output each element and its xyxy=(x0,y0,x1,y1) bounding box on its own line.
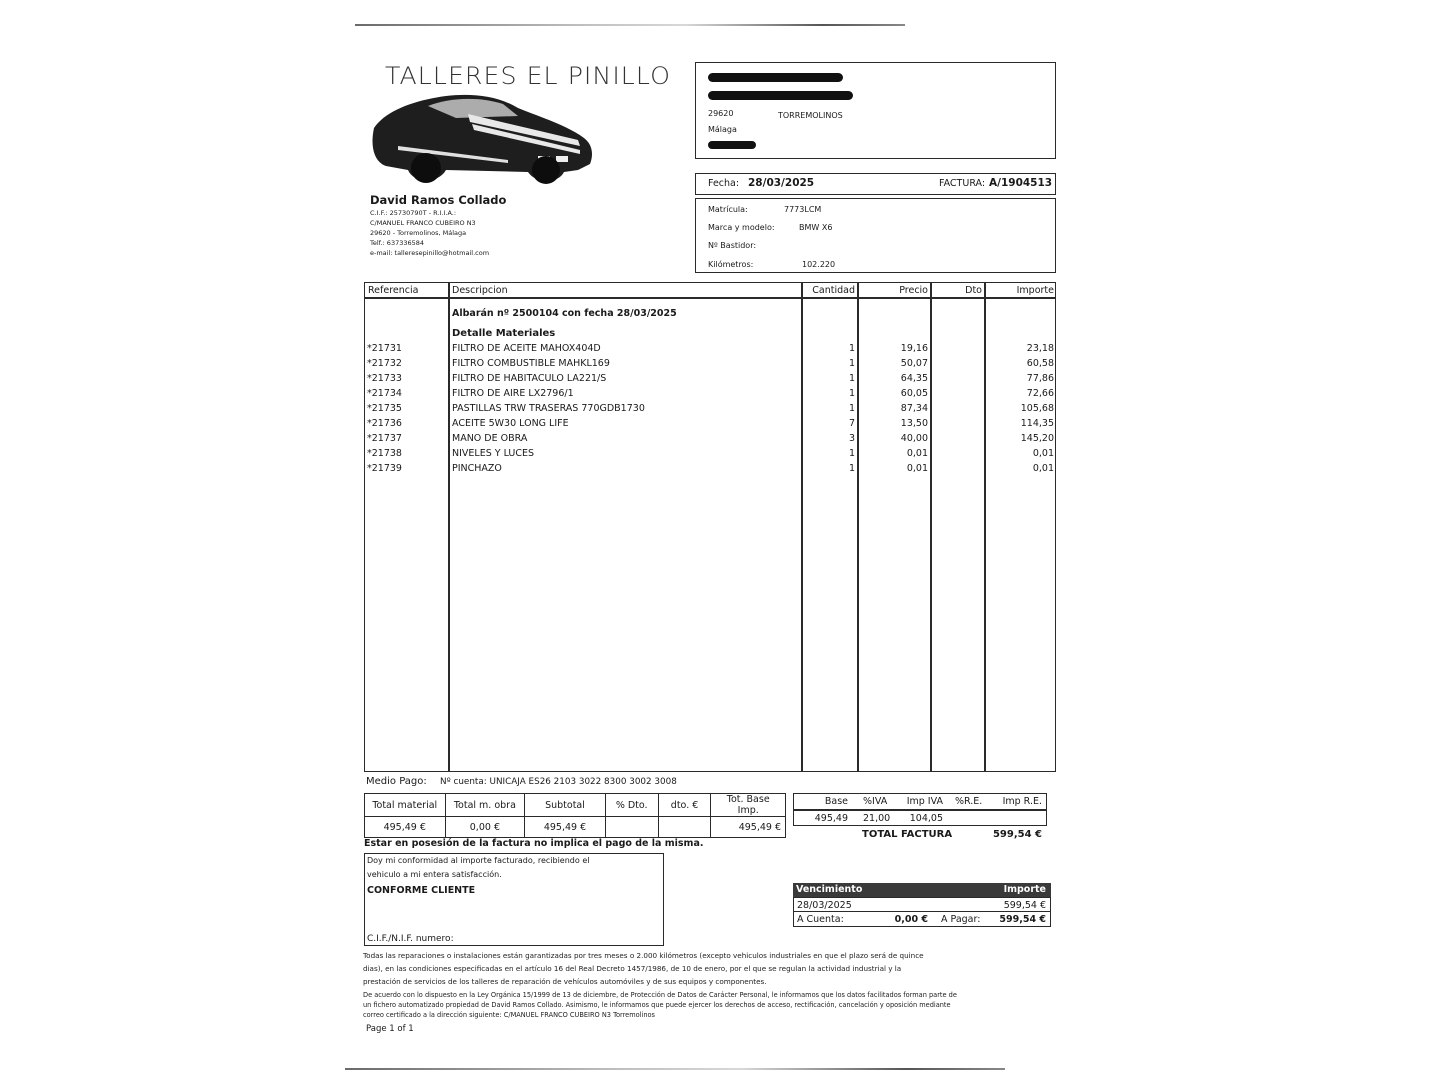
tax-iva-header: %IVA xyxy=(863,796,888,807)
item-ref: *21733 xyxy=(367,373,402,384)
due-amount: 599,54 € xyxy=(1003,900,1046,911)
item-amount: 0,01 xyxy=(1032,448,1054,459)
discount-amount-header: dto. € xyxy=(658,794,711,817)
item-desc: ACEITE 5W30 LONG LIFE xyxy=(452,418,569,429)
subtotal-value: 495,49 € xyxy=(525,817,606,838)
item-price: 40,00 xyxy=(900,433,928,444)
item-ref: *21734 xyxy=(367,388,402,399)
customer-address-box xyxy=(695,62,1056,159)
due-header-right: Importe xyxy=(1003,884,1046,895)
item-price: 19,16 xyxy=(900,343,928,354)
tax-iva-value: 21,00 xyxy=(863,813,891,824)
tax-base-header: Base xyxy=(824,796,848,807)
item-qty: 1 xyxy=(848,373,855,384)
customer-city: TORREMOLINOS xyxy=(778,111,843,120)
item-desc: PINCHAZO xyxy=(452,463,502,474)
discount-pct-header: % Dto. xyxy=(605,794,658,817)
warranty-line-2: dias), en las condiciones especificadas en el artículo 16 del Real Decreto 1457/1986, de 10 de enero, por el que se regulan la actividad industrial y la xyxy=(363,964,902,973)
item-qty: 1 xyxy=(848,463,855,474)
warranty-text xyxy=(363,949,1063,988)
total-labor-header: Total m. obra xyxy=(445,794,525,817)
item-qty: 7 xyxy=(848,418,855,429)
chassis-label: Nº Bastidor: xyxy=(708,241,757,250)
on-account-label: A Cuenta: xyxy=(797,914,844,925)
plate-label: Matrícula: xyxy=(708,205,748,214)
col-divider xyxy=(801,282,803,772)
customer-province: Málaga xyxy=(708,125,737,134)
total-invoice-value: 599,54 € xyxy=(992,829,1042,840)
item-price: 64,35 xyxy=(900,373,928,384)
payment-label: Medio Pago: xyxy=(366,776,427,787)
header-descripcion: Descripcion xyxy=(452,285,508,296)
tax-base-value: 495,49 xyxy=(814,813,848,824)
date-label: Fecha: xyxy=(708,178,740,189)
item-ref: *21737 xyxy=(367,433,402,444)
discount-pct-value xyxy=(605,817,658,838)
item-ref: *21731 xyxy=(367,343,402,354)
km-value: 102.220 xyxy=(802,260,836,269)
item-ref: *21735 xyxy=(367,403,402,414)
item-ref: *21738 xyxy=(367,448,402,459)
vehicle-info-box xyxy=(695,198,1056,273)
invoice-number: A/1904513 xyxy=(989,177,1053,189)
warranty-line-1: Todas las reparaciones o instalaciones están garantizadas por tres meses o 2.000 kilómetros (excepto vehiculos industriales en que el plazo será de quince xyxy=(363,951,924,960)
tax-base-header: Tot. Base Imp. xyxy=(711,794,786,817)
item-amount: 0,01 xyxy=(1032,463,1054,474)
item-amount: 72,66 xyxy=(1026,388,1054,399)
section-title: Detalle Materiales xyxy=(452,328,556,339)
item-qty: 1 xyxy=(848,448,855,459)
warranty-line-3: prestación de servicios de los talleres de reparación de vehículos automóviles y de sus equipos y componentes. xyxy=(363,977,767,986)
col-divider xyxy=(930,282,932,772)
privacy-line-1: De acuerdo con lo dispuesto en la Ley Orgánica 15/1999 de 13 de diciembre, de Protección de Datos de Carácter Personal, le informamos que los datos facilitados forman parte de xyxy=(363,991,957,999)
company-cif: C.I.F.: 25730790T - R.I.I.A.: xyxy=(370,209,457,217)
total-material-value: 495,49 € xyxy=(365,817,446,838)
invoice-header-box xyxy=(695,173,1056,195)
item-desc: FILTRO DE AIRE LX2796/1 xyxy=(452,388,574,399)
item-qty: 1 xyxy=(848,343,855,354)
header-referencia: Referencia xyxy=(368,285,419,296)
car-logo-icon xyxy=(368,88,596,188)
subtotal-header: Subtotal xyxy=(525,794,606,817)
conformity-box xyxy=(364,853,664,946)
header-dto: Dto xyxy=(965,285,982,296)
due-divider xyxy=(793,911,1051,912)
redacted-customer-name xyxy=(708,73,843,82)
company-logo-text: TALLERES EL PINILLO xyxy=(385,62,671,90)
plate-value: 7773LCM xyxy=(784,205,822,214)
invoice-date: 28/03/2025 xyxy=(748,177,815,189)
item-ref: *21736 xyxy=(367,418,402,429)
to-pay-label: A Pagar: xyxy=(941,914,981,925)
item-price: 60,05 xyxy=(900,388,928,399)
col-divider xyxy=(448,282,450,772)
item-desc: FILTRO DE HABITACULO LA221/S xyxy=(452,373,607,384)
to-pay-value: 599,54 € xyxy=(999,914,1046,925)
redacted-customer-phone xyxy=(708,141,756,149)
model-value: BMW X6 xyxy=(799,223,833,232)
tax-base-value: 495,49 € xyxy=(711,817,786,838)
tax-impiva-header: Imp IVA xyxy=(906,796,943,807)
redacted-customer-street xyxy=(708,91,853,100)
owner-name: David Ramos Collado xyxy=(370,193,507,207)
items-header-divider xyxy=(364,297,1056,299)
tax-impre-header: Imp R.E. xyxy=(1002,796,1042,807)
item-desc: FILTRO COMBUSTIBLE MAHKL169 xyxy=(452,358,610,369)
tax-impiva-value: 104,05 xyxy=(909,813,943,824)
item-price: 13,50 xyxy=(900,418,928,429)
scan-line-bottom xyxy=(345,1068,1005,1070)
conformity-text-1: Doy mi conformidad al importe facturado, recibiendo el xyxy=(367,856,590,865)
item-amount: 77,86 xyxy=(1026,373,1054,384)
privacy-line-3: correo certificado a la dirección siguiente: C/MANUEL FRANCO CUBEIRO N3 Torremolinos xyxy=(363,1011,655,1019)
invoice-number-label: FACTURA: xyxy=(939,178,986,189)
items-table xyxy=(364,282,1056,772)
item-amount: 60,58 xyxy=(1026,358,1054,369)
customer-postal-code: 29620 xyxy=(708,109,734,118)
totals-table xyxy=(364,793,786,838)
item-desc: FILTRO DE ACEITE MAHOX404D xyxy=(452,343,601,354)
company-phone: Telf.: 637336584 xyxy=(370,239,425,247)
due-date: 28/03/2025 xyxy=(797,900,852,911)
item-qty: 1 xyxy=(848,358,855,369)
company-address: C/MANUEL FRANCO CUBEIRO N3 xyxy=(370,219,476,227)
due-header-left: Vencimiento xyxy=(796,884,863,895)
company-city: 29620 - Torremolinos, Málaga xyxy=(370,229,467,237)
page-number: Page 1 of 1 xyxy=(366,1024,414,1034)
item-price: 0,01 xyxy=(906,463,928,474)
item-ref: *21739 xyxy=(367,463,402,474)
total-material-header: Total material xyxy=(365,794,446,817)
privacy-line-2: un fichero automatizado propiedad de David Ramos Collado. Asimismo, le informamos que puede ejercer los derechos de acceso, rectificación, cancelación y oposición mediante xyxy=(363,1001,951,1009)
albaran-line: Albarán nº 2500104 con fecha 28/03/2025 xyxy=(452,308,677,319)
item-qty: 3 xyxy=(848,433,855,444)
company-email: e-mail: talleresepinillo@hotmail.com xyxy=(370,249,490,257)
tax-divider xyxy=(793,809,1047,811)
total-labor-value: 0,00 € xyxy=(445,817,525,838)
col-divider xyxy=(984,282,986,772)
col-divider xyxy=(857,282,859,772)
payment-notice: Estar en posesión de la factura no implica el pago de la misma. xyxy=(364,838,704,849)
item-amount: 114,35 xyxy=(1020,418,1054,429)
due-header xyxy=(793,883,1051,897)
item-qty: 1 xyxy=(848,388,855,399)
item-desc: PASTILLAS TRW TRASERAS 770GDB1730 xyxy=(452,403,645,414)
item-desc: NIVELES Y LUCES xyxy=(452,448,535,459)
item-amount: 105,68 xyxy=(1020,403,1054,414)
item-price: 0,01 xyxy=(906,448,928,459)
header-precio: Precio xyxy=(899,285,928,296)
privacy-text xyxy=(363,990,1055,1020)
discount-amount-value xyxy=(658,817,711,838)
header-importe: Importe xyxy=(1016,285,1054,296)
item-price: 50,07 xyxy=(900,358,928,369)
km-label: Kilómetros: xyxy=(708,260,754,269)
nif-label: C.I.F./N.I.F. numero: xyxy=(367,934,454,944)
on-account-value: 0,00 € xyxy=(894,914,928,925)
payment-account: Nº cuenta: UNICAJA ES26 2103 3022 8300 3002 3008 xyxy=(440,777,677,787)
item-desc: MANO DE OBRA xyxy=(452,433,528,444)
item-ref: *21732 xyxy=(367,358,402,369)
item-qty: 1 xyxy=(848,403,855,414)
conformity-title: CONFORME CLIENTE xyxy=(367,885,476,896)
item-amount: 145,20 xyxy=(1020,433,1054,444)
model-label: Marca y modelo: xyxy=(708,223,775,232)
tax-re-header: %R.E. xyxy=(955,796,983,807)
item-price: 87,34 xyxy=(900,403,928,414)
scan-line-top xyxy=(355,24,905,26)
total-invoice-label: TOTAL FACTURA xyxy=(862,829,953,840)
conformity-text-2: vehiculo a mi entera satisfacción. xyxy=(367,870,502,879)
item-amount: 23,18 xyxy=(1026,343,1054,354)
header-cantidad: Cantidad xyxy=(812,285,855,296)
